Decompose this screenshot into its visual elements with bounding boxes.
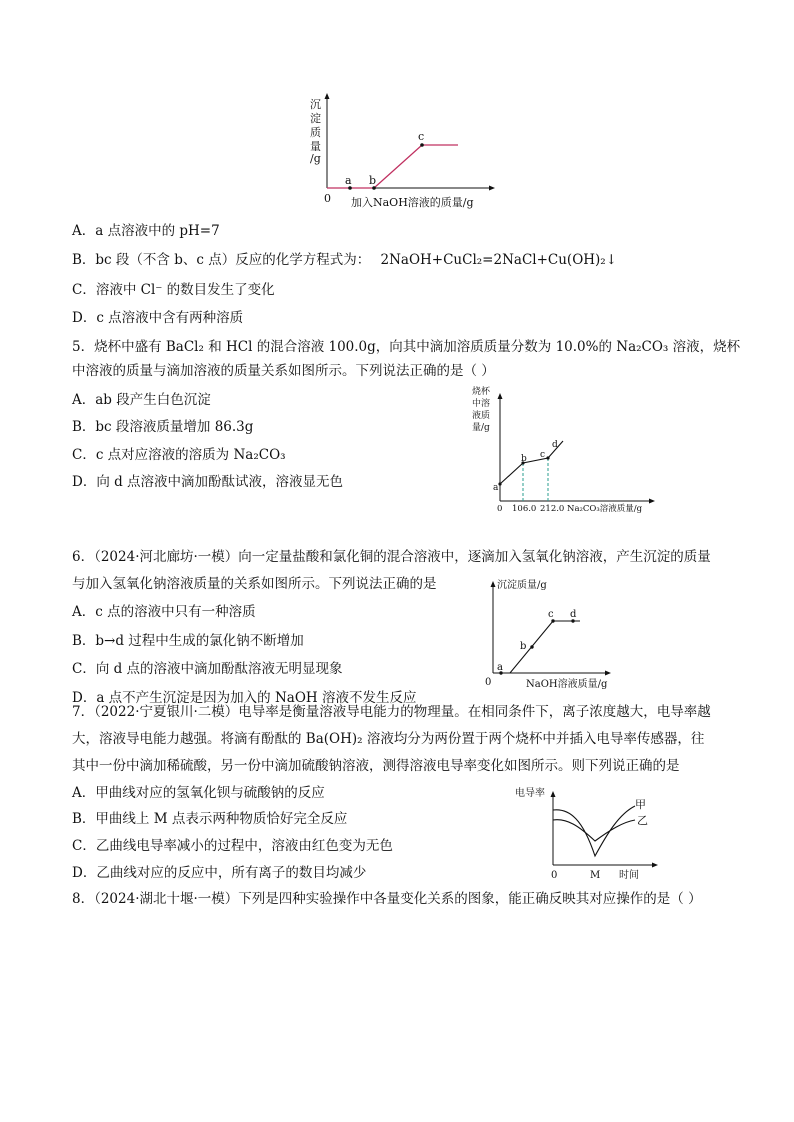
q6-option-c: C．向 d 点的溶液中滴加酚酞溶液无明显现象: [72, 661, 343, 677]
q6-option-a: A．c 点的溶液中只有一种溶质: [72, 604, 256, 620]
q5-ylabel-3: 液质: [472, 411, 491, 421]
q6-label-b: b: [520, 641, 527, 652]
q5-ylabel: [472, 385, 491, 433]
q4-figure: [300, 90, 500, 215]
q5-option-c: C．c 点对应溶液的溶质为 Na₂CO₃: [72, 447, 286, 463]
q6-ylabel: 沉淀质量/g: [497, 580, 547, 591]
q5-label-d: d: [552, 440, 558, 450]
q4-option-b: B．bc 段（不含 b、c 点）反应的化学方程式为：: [72, 252, 371, 268]
q7-option-c: C．乙曲线电导率减小的过程中，溶液由红色变为无色: [72, 838, 393, 854]
q4-ylabel-3: 质: [310, 126, 321, 139]
q6-label-d: d: [570, 609, 577, 620]
q7-option-a: A．甲曲线对应的氢氧化钡与硫酸钠的反应: [72, 785, 325, 801]
q5-stem-line1: 5．烧杯中盛有 BaCl₂ 和 HCl 的混合溶液 100.0g，向其中滴加溶质质量分数为 10.0%的 Na₂CO₃ 溶液，烧杯: [72, 339, 741, 355]
q4-ylabel-4: 量: [310, 140, 321, 153]
q6-label-a: a: [497, 662, 503, 673]
q4-label-a: a: [345, 174, 352, 187]
q6-option-b: B．b→d 过程中生成的氯化钠不断增加: [72, 633, 304, 649]
q4-option-b-row: [72, 250, 617, 270]
q4-option-d: D．c 点溶液中含有两种溶质: [72, 310, 244, 326]
q6-option-d: D．a 点不产生沉淀是因为加入的 NaOH 溶液不发生反应: [72, 690, 417, 706]
q7-stem-line3: 其中一份中滴加稀硫酸，另一份中滴加硫酸钠溶液，测得溶液电导率变化如图所示。则下列说正确的是: [72, 758, 680, 774]
q4-equation: 2NaOH+CuCl₂=2NaCl+Cu(OH)₂↓: [380, 252, 618, 268]
q5-point-a: [498, 482, 501, 485]
q4-ylabel-2: 淀: [310, 112, 321, 125]
q6-point-b: [530, 645, 533, 648]
q7-label-jia: 甲: [635, 798, 646, 811]
q5-stem-line2: 中溶液的质量与滴加溶液的质量关系如图所示。下列说法正确的是（ ）: [72, 363, 495, 379]
q6-figure: [480, 574, 630, 694]
q6-origin: 0: [485, 677, 492, 688]
q7-xlabel: 时间: [619, 870, 639, 881]
q5-option-a: A．ab 段产生白色沉淀: [72, 392, 211, 408]
q7-y-arrow: [551, 791, 556, 797]
q7-stem-line1: 7．（2022·宁夏银川·二模）电导率是衡量溶液导电能力的物理量。在相同条件下，离子浓度越大，电导率越: [72, 704, 711, 720]
q6-curve: [493, 621, 580, 673]
q4-origin: 0: [324, 192, 331, 205]
q5-option-d: D．向 d 点溶液中滴加酚酞试液，溶液显无色: [72, 474, 344, 490]
q5-xlabel: Na₂CO₃溶液质量/g: [567, 504, 643, 514]
q5-x-arrow: [649, 499, 655, 504]
q4-ylabel: [310, 98, 321, 165]
q4-ylabel-5: /g: [310, 152, 321, 165]
q4-option-c: C．溶液中 Cl⁻ 的数目发生了变化: [72, 282, 275, 298]
q6-label-c: c: [548, 609, 554, 620]
q5-label-c: c: [540, 450, 546, 460]
q7-stem-line2: 大，溶液导电能力越强。将滴有酚酞的 Ba(OH)₂ 溶液均分为两份置于两个烧杯中并插入电导率传感器，往: [72, 731, 705, 747]
q6-stem-line1: 6．（2024·河北廊坊·一模）向一定量盐酸和氯化铜的混合溶液中，逐滴加入氢氧化钠溶液，产生沉淀的质量: [72, 549, 711, 565]
q7-x-arrow: [652, 863, 658, 868]
q4-label-b: b: [369, 174, 377, 187]
q5-label-b: b: [521, 454, 527, 464]
q5-tick-2: 212.0: [540, 504, 565, 514]
q5-option-b: B．bc 段溶液质量增加 86.3g: [72, 419, 254, 435]
q7-option-d: D．乙曲线对应的反应中，所有离子的数目均减少: [72, 865, 367, 881]
q6-xlabel: NaOH溶液质量/g: [526, 679, 608, 690]
q4-label-c: c: [418, 130, 425, 143]
q5-origin: 0: [497, 504, 503, 514]
q6-y-arrow: [491, 581, 496, 587]
q5-figure: [470, 384, 660, 519]
q7-option-b: B．甲曲线上 M 点表示两种物质恰好完全反应: [72, 811, 348, 827]
q5-ylabel-2: 中溶: [472, 399, 491, 409]
q4-y-arrow: [325, 93, 330, 99]
q4-point-c: [420, 143, 424, 147]
q7-curve-yi: [553, 820, 635, 841]
q7-label-yi: 乙: [637, 814, 648, 827]
q7-curve-jia: [553, 806, 635, 856]
q8-stem: 8．（2024·湖北十堰·一模）下列是四种实验操作中各量变化关系的图象，能正确反映其对应操作的是（ ）: [72, 891, 702, 907]
q6-x-arrow: [605, 671, 611, 676]
q7-label-m: M: [590, 870, 601, 881]
q4-x-arrow: [489, 186, 495, 191]
q4-ylabel-1: 沉: [310, 98, 321, 111]
q5-point-c: [546, 456, 549, 459]
q5-label-a: a: [493, 483, 499, 493]
q6-stem-line2: 与加入氢氧化钠溶液质量的关系如图所示。下列说法正确的是: [72, 576, 437, 592]
q5-ylabel-1: 烧杯: [472, 387, 491, 397]
q5-tick-1: 106.0: [512, 504, 537, 514]
q5-ylabel-4: 量/g: [472, 423, 490, 433]
q4-option-a: A．a 点溶液中的 pH=7: [72, 223, 220, 239]
q7-ylabel: 电导率: [515, 788, 545, 799]
q5-y-arrow: [498, 393, 503, 399]
q4-xlabel: 加入NaOH溶液的质量/g: [351, 196, 474, 209]
q7-origin: 0: [551, 870, 558, 881]
q7-figure: [515, 784, 675, 884]
